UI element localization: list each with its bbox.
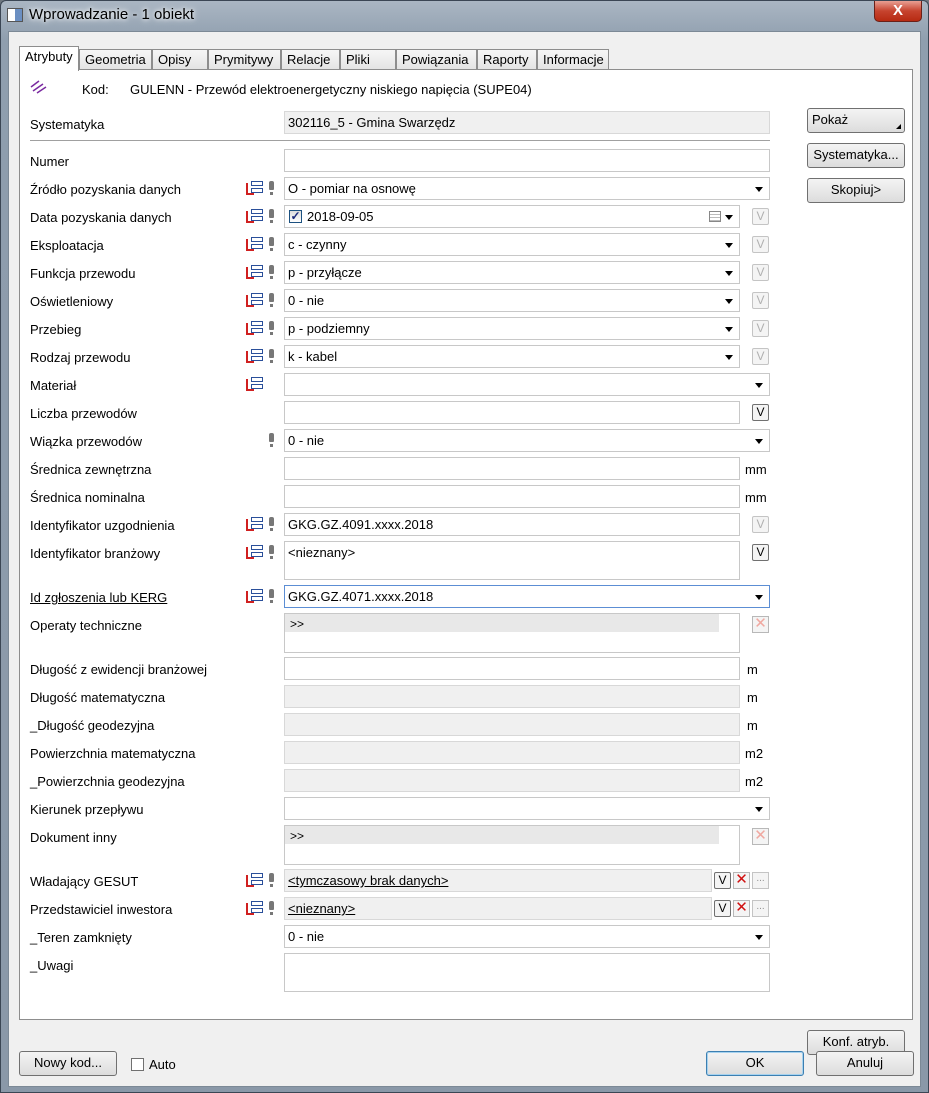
data-label: Data pozyskania danych xyxy=(30,210,172,225)
required-icon xyxy=(269,181,274,195)
verify-button[interactable]: V xyxy=(752,208,769,225)
required-icon xyxy=(269,589,274,603)
dlugosc-ewidencji-input[interactable] xyxy=(284,657,740,680)
verify-button[interactable]: V xyxy=(752,404,769,421)
funkcja-label: Funkcja przewodu xyxy=(30,266,136,281)
data-source-icon[interactable] xyxy=(245,377,265,391)
unit-label: m2 xyxy=(745,774,764,789)
browse-button[interactable]: ... xyxy=(752,872,769,889)
powierzchnia-matematyczna-label: Powierzchnia matematyczna xyxy=(30,746,196,761)
nowy-kod-button[interactable]: Nowy kod... xyxy=(19,1051,117,1076)
data-source-icon[interactable] xyxy=(245,873,265,887)
auto-label: Auto xyxy=(149,1057,176,1072)
chevron-down-icon xyxy=(755,383,763,388)
required-icon xyxy=(269,237,274,251)
data-source-icon[interactable] xyxy=(245,589,265,603)
unit-label: mm xyxy=(745,462,767,477)
delete-button[interactable]: ✕ xyxy=(752,828,769,845)
chevron-down-icon xyxy=(755,439,763,444)
required-icon xyxy=(269,517,274,531)
rodzaj-label: Rodzaj przewodu xyxy=(30,350,131,365)
dlugosc-geodezyjna-label: _Długość geodezyjna xyxy=(30,718,155,733)
oswietleniowy-select[interactable] xyxy=(284,289,740,312)
srednica-zewnetrzna-input[interactable] xyxy=(284,457,740,480)
data-enabled-checkbox[interactable]: ✓ xyxy=(290,209,301,223)
oswietleniowy-value: 0 - nie xyxy=(288,293,325,308)
pokaz-button[interactable] xyxy=(807,108,905,133)
material-select[interactable] xyxy=(284,373,770,396)
konf-atryb-button[interactable]: Konf. atryb. xyxy=(807,1030,905,1055)
verify-button[interactable]: V xyxy=(752,544,769,561)
required-icon xyxy=(269,265,274,279)
data-source-icon[interactable] xyxy=(245,209,265,223)
tab-atrybuty[interactable]: Atrybuty xyxy=(19,46,79,71)
required-icon xyxy=(269,545,274,559)
chevron-down-icon xyxy=(725,327,733,332)
tab-opisy[interactable]: Opisy xyxy=(152,49,208,70)
verify-button[interactable]: V xyxy=(752,320,769,337)
id-zgloszenia-select[interactable] xyxy=(284,585,770,608)
srednica-zewnetrzna-label: Średnica zewnętrzna xyxy=(30,462,152,477)
wiazka-value: 0 - nie xyxy=(288,433,325,448)
tab-geometria[interactable]: Geometria xyxy=(79,49,152,70)
id-zgloszenia-value: GKG.GZ.4071.xxxx.2018 xyxy=(288,589,434,604)
data-source-icon[interactable] xyxy=(245,545,265,559)
tab-pliki[interactable]: Pliki xyxy=(340,49,396,70)
teren-zamkniety-select[interactable] xyxy=(284,925,770,948)
tab-raporty[interactable]: Raporty xyxy=(477,49,537,70)
delete-button[interactable]: ✕ xyxy=(752,616,769,633)
wladajacy-label: Władający GESUT xyxy=(30,874,139,889)
identyfikator-branzowy-label: Identyfikator branżowy xyxy=(30,546,161,561)
verify-button[interactable]: V xyxy=(752,292,769,309)
auto-checkbox[interactable] xyxy=(131,1058,144,1071)
przedstawiciel-label: Przedstawiciel inwestora xyxy=(30,902,173,917)
uwagi-label: _Uwagi xyxy=(30,958,74,973)
chevron-down-icon xyxy=(755,807,763,812)
dlugosc-geodezyjna-field xyxy=(284,713,740,736)
dlugosc-matematyczna-field xyxy=(284,685,740,708)
app-icon xyxy=(7,8,23,22)
systematyka-button[interactable]: Systematyka... xyxy=(807,143,905,168)
delete-button[interactable]: ✕ xyxy=(733,872,750,889)
numer-label: Numer xyxy=(30,154,70,169)
required-icon xyxy=(269,293,274,307)
operaty-list[interactable] xyxy=(284,613,740,653)
attributes-panel xyxy=(19,69,913,1049)
unit-label: mm xyxy=(745,490,767,505)
rodzaj-select[interactable] xyxy=(284,345,740,368)
line-symbol-icon xyxy=(30,78,48,94)
title-bar[interactable] xyxy=(1,1,928,31)
kierunek-label: Kierunek przepływu xyxy=(30,802,144,817)
eksploatacja-select[interactable] xyxy=(284,233,740,256)
chevron-down-icon xyxy=(755,935,763,940)
data-source-icon[interactable] xyxy=(245,321,265,335)
unit-label: m xyxy=(747,690,758,705)
przedstawiciel-link[interactable]: <nieznany> xyxy=(288,901,356,916)
przebieg-label: Przebieg xyxy=(30,322,82,337)
teren-zamkniety-label: _Teren zamknięty xyxy=(30,930,132,945)
zrodlo-value: O - pomiar na osnowę xyxy=(288,181,416,196)
unit-label: m2 xyxy=(745,746,764,761)
teren-zamkniety-value: 0 - nie xyxy=(288,929,325,944)
data-source-icon[interactable] xyxy=(245,901,265,915)
data-source-icon[interactable] xyxy=(245,237,265,251)
id-zgloszenia-label[interactable]: Id zgłoszenia lub KERG xyxy=(30,590,168,605)
przedstawiciel-field[interactable] xyxy=(284,897,712,920)
verify-button[interactable]: V xyxy=(714,900,731,917)
przebieg-value: p - podziemny xyxy=(288,321,370,336)
tab-prymitywy[interactable]: Prymitywy xyxy=(208,49,281,70)
required-icon xyxy=(269,209,274,223)
funkcja-select[interactable] xyxy=(284,261,740,284)
dlugosc-matematyczna-label: Długość matematyczna xyxy=(30,690,166,705)
tab-relacje[interactable]: Relacje xyxy=(281,49,340,70)
operaty-label: Operaty techniczne xyxy=(30,618,143,633)
required-icon xyxy=(269,321,274,335)
powierzchnia-geodezyjna-field xyxy=(284,769,740,792)
browse-button[interactable]: ... xyxy=(752,900,769,917)
required-icon xyxy=(269,433,274,447)
data-source-icon[interactable] xyxy=(245,181,265,195)
identyfikator-branzowy-input[interactable]: <nieznany> xyxy=(284,541,740,580)
divider xyxy=(30,140,770,141)
delete-button[interactable]: ✕ xyxy=(733,900,750,917)
required-icon xyxy=(269,349,274,363)
data-date-picker[interactable] xyxy=(284,205,740,228)
window-title: Wprowadzanie - 1 obiekt xyxy=(29,6,195,23)
numer-input[interactable] xyxy=(284,149,770,172)
verify-button[interactable]: V xyxy=(752,236,769,253)
systematyka-field: 302116_5 - Gmina Swarzędz xyxy=(284,111,770,134)
wiazka-select[interactable] xyxy=(284,429,770,452)
data-source-icon[interactable] xyxy=(245,517,265,531)
unit-label: m xyxy=(747,662,758,677)
systematyka-label: Systematyka xyxy=(30,117,105,132)
wladajacy-field[interactable] xyxy=(284,869,712,892)
skopiuj-button[interactable]: Skopiuj> xyxy=(807,178,905,203)
ok-button[interactable]: OK xyxy=(706,1051,804,1076)
funkcja-value: p - przyłącze xyxy=(288,265,362,280)
pokaz-label: Pokaż xyxy=(812,112,849,127)
liczba-input[interactable] xyxy=(284,401,740,424)
powierzchnia-geodezyjna-label: _Powierzchnia geodezyjna xyxy=(30,774,185,789)
data-source-icon[interactable] xyxy=(245,349,265,363)
dokument-inny-label: Dokument inny xyxy=(30,830,117,845)
srednica-nominalna-input[interactable] xyxy=(284,485,740,508)
dialog-client xyxy=(8,31,921,1087)
kod-label: Kod: xyxy=(82,82,109,97)
unit-label: m xyxy=(747,718,758,733)
zrodlo-label: Źródło pozyskania danych xyxy=(30,182,182,197)
data-source-icon[interactable] xyxy=(245,293,265,307)
przebieg-select[interactable] xyxy=(284,317,740,340)
chevron-down-icon xyxy=(725,299,733,304)
corner-arrow-icon xyxy=(896,124,901,129)
eksploatacja-value: c - czynny xyxy=(288,237,347,252)
required-icon xyxy=(269,873,274,887)
oswietleniowy-label: Oświetleniowy xyxy=(30,294,114,309)
verify-button[interactable]: V xyxy=(752,348,769,365)
wladajacy-link[interactable]: <tymczasowy brak danych> xyxy=(288,873,449,888)
zrodlo-select[interactable] xyxy=(284,177,770,200)
uwagi-textarea[interactable] xyxy=(284,953,770,992)
rodzaj-value: k - kabel xyxy=(288,349,338,364)
chevron-down-icon xyxy=(725,355,733,360)
chevron-down-icon xyxy=(755,187,763,192)
identyfikator-uzgodnienia-input[interactable]: GKG.GZ.4091.xxxx.2018 xyxy=(284,513,740,536)
dlugosc-ewidencji-label: Długość z ewidencji branżowej xyxy=(30,662,208,677)
material-label: Materiał xyxy=(30,378,77,393)
chevron-down-icon xyxy=(725,271,733,276)
wiazka-label: Wiązka przewodów xyxy=(30,434,142,449)
dokument-item[interactable]: >> xyxy=(285,826,719,844)
close-button[interactable]: X xyxy=(874,1,922,22)
tab-informacje[interactable]: Informacje xyxy=(537,49,609,70)
chevron-down-icon xyxy=(725,215,733,220)
identyfikator-uzgodnienia-label: Identyfikator uzgodnienia xyxy=(30,518,175,533)
kierunek-select[interactable] xyxy=(284,797,770,820)
dokument-inny-list[interactable] xyxy=(284,825,740,865)
verify-button[interactable]: V xyxy=(752,264,769,281)
data-source-icon[interactable] xyxy=(245,265,265,279)
calendar-icon xyxy=(709,211,721,222)
chevron-down-icon xyxy=(755,595,763,600)
srednica-nominalna-label: Średnica nominalna xyxy=(30,490,145,505)
anuluj-button[interactable]: Anuluj xyxy=(816,1051,914,1076)
required-icon xyxy=(269,901,274,915)
eksploatacja-label: Eksploatacja xyxy=(30,238,104,253)
liczba-label: Liczba przewodów xyxy=(30,406,137,421)
powierzchnia-matematyczna-field xyxy=(284,741,740,764)
verify-button[interactable]: V xyxy=(752,516,769,533)
operaty-item[interactable]: >> xyxy=(285,614,719,632)
chevron-down-icon xyxy=(725,243,733,248)
verify-button[interactable]: V xyxy=(714,872,731,889)
tab-powiazania[interactable]: Powiązania xyxy=(396,49,477,70)
kod-value: GULENN - Przewód elektroenergetyczny niskiego napięcia (SUPE04) xyxy=(130,82,532,97)
data-value: 2018-09-05 xyxy=(307,209,374,224)
